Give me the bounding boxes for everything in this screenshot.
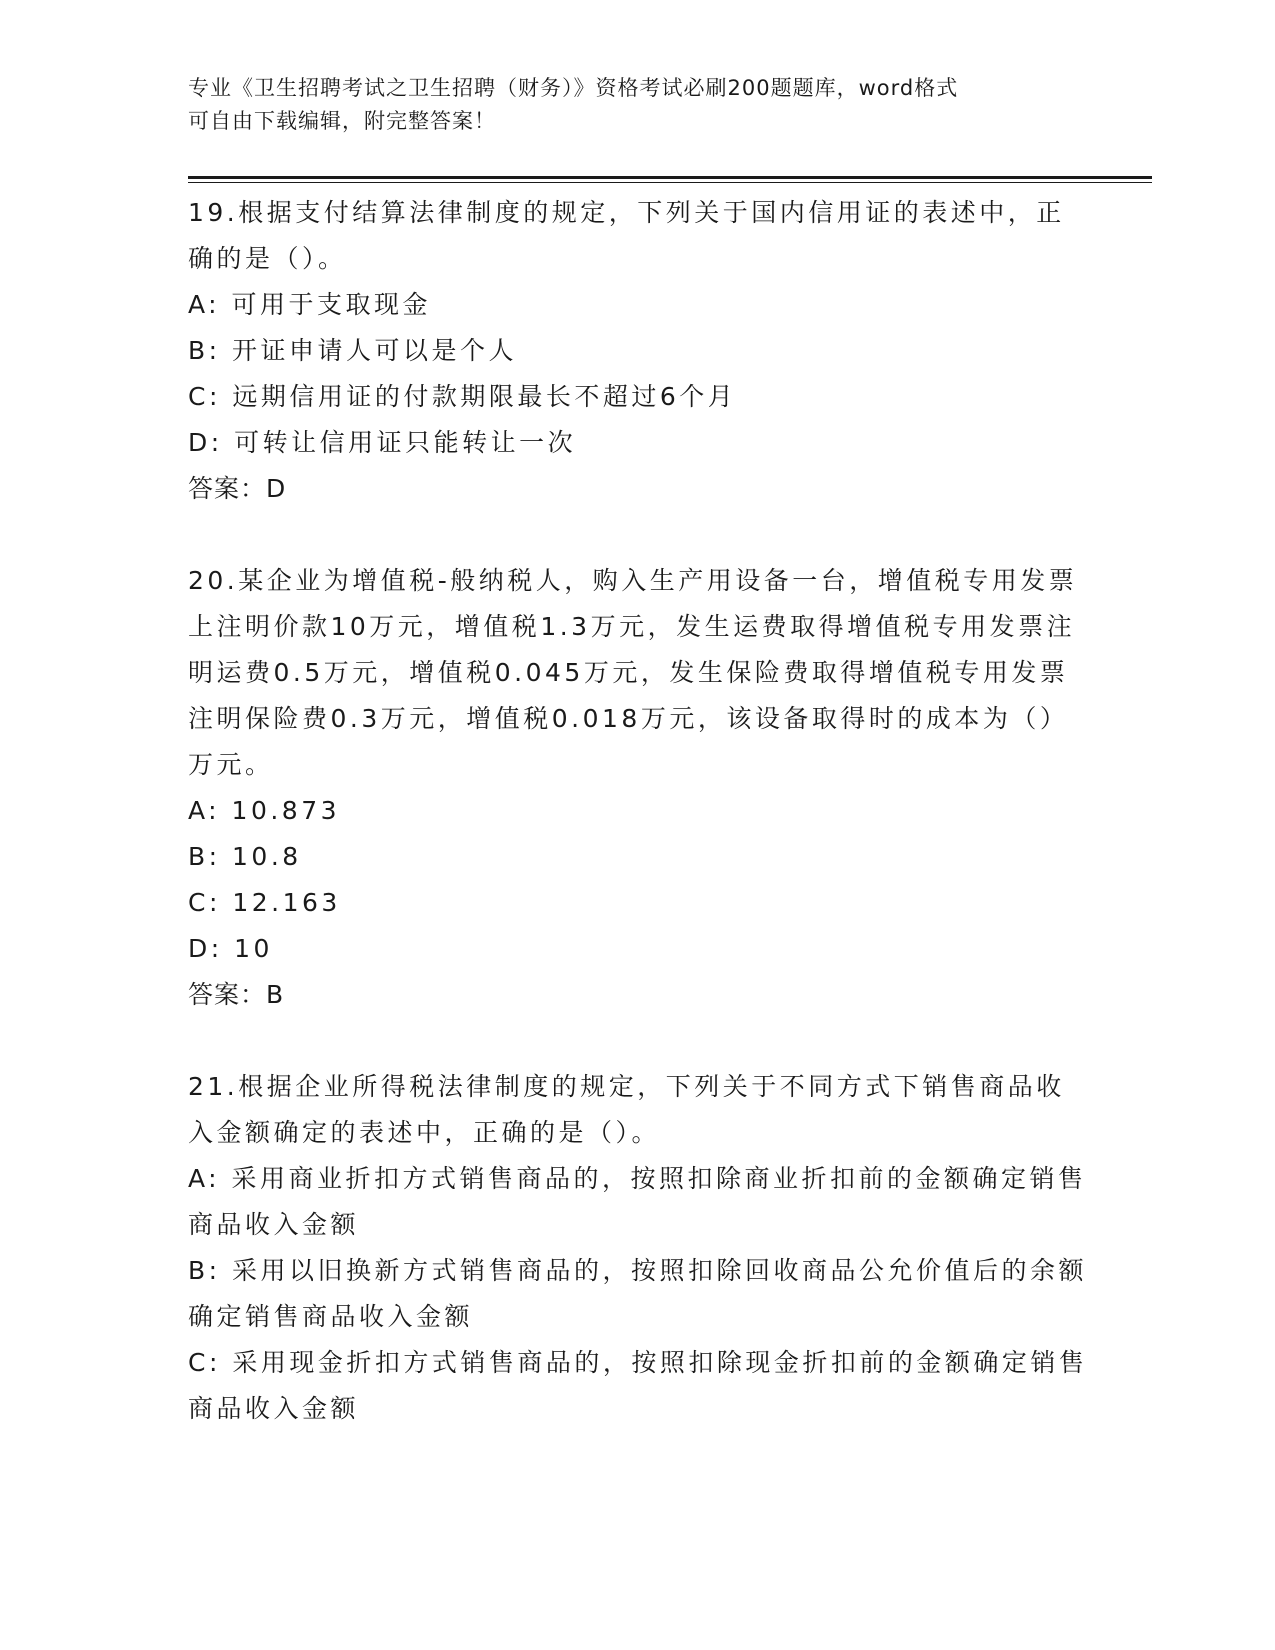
option-c: C: 远期信用证的付款期限最长不超过6个月 [188,382,737,411]
question-spacer [188,1018,1088,1064]
question-21 [188,1064,1088,1432]
option-d: D: 10 [188,934,273,963]
document-header [188,72,1068,138]
option-b: B: 开证申请人可以是个人 [188,336,518,365]
answer-value: B [266,980,285,1009]
question-text: 20.某企业为增值税-般纳税人，购入生产用设备一台，增值税专用发票上注明价款10万元，增值税1.3万元，发生运费取得增值税专用发票注明运费0.5万元，增值税0.045万元，发生保险费取得增值税专用发票注明保险费0.3万元，增值税0.018万元，该设备取得时的成本为（）万元。 [188,566,1078,779]
answer-line [188,972,1088,1018]
question-list [188,190,1088,1432]
question-19 [188,190,1088,512]
option-c: C: 12.163 [188,888,341,917]
option-a: A: 可用于支取现金 [188,290,432,319]
answer-label: 答案： [188,980,267,1009]
answer-line [188,466,1088,512]
option-b: B: 采用以旧换新方式销售商品的，按照扣除回收商品公允价值后的余额确定销售商品收入金额 [188,1256,1088,1331]
question-spacer [188,512,1088,558]
option-a: A: 采用商业折扣方式销售商品的，按照扣除商业折扣前的金额确定销售商品收入金额 [188,1164,1087,1239]
answer-value: D [266,474,287,503]
option-d: D: 可转让信用证只能转让一次 [188,428,577,457]
header-divider-thin [188,182,1152,183]
header-divider-thick [188,176,1152,179]
option-c: C: 采用现金折扣方式销售商品的，按照扣除现金折扣前的金额确定销售商品收入金额 [188,1348,1088,1423]
option-b: B: 10.8 [188,842,302,871]
header-line-1: 专业《卫生招聘考试之卫生招聘（财务）》资格考试必刷200题题库，word格式 [188,76,959,100]
header-line-2: 可自由下载编辑，附完整答案！ [188,109,496,133]
answer-label: 答案： [188,474,267,503]
question-text: 19.根据支付结算法律制度的规定，下列关于国内信用证的表述中，正确的是（）。 [188,198,1065,273]
question-20 [188,558,1088,1018]
option-a: A: 10.873 [188,796,341,825]
question-text: 21.根据企业所得税法律制度的规定，下列关于不同方式下销售商品收入金额确定的表述中，正确的是（）。 [188,1072,1065,1147]
